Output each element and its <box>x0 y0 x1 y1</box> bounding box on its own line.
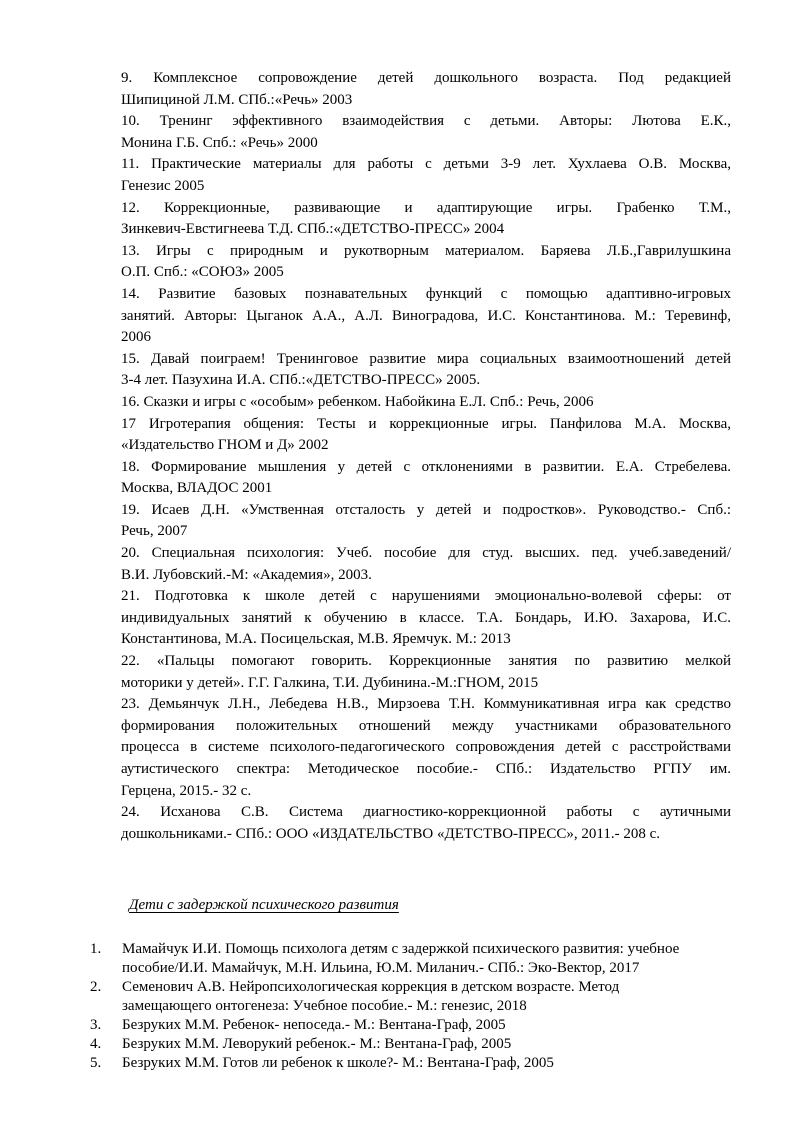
list-item-text <box>122 1035 740 1054</box>
reference-line: Монина Г.Б. Спб.: «Речь» 2000 <box>121 134 318 151</box>
reference-line: 24. Исханова С.В. Система диагностико-коррекционной работы с аутичными <box>121 804 731 821</box>
list-item-line: Безруких М.М. Леворукий ребенок.- М.: Вентана-Граф, 2005 <box>122 1036 512 1052</box>
list-item-number: 1. <box>90 941 102 957</box>
reference-line: 10. Тренинг эффективного взаимодействия с детьми. Авторы: Лютова Е.К., <box>121 113 731 130</box>
reference-item <box>121 284 731 349</box>
reference-item <box>121 500 731 543</box>
list-item <box>90 978 740 1016</box>
reference-line: занятий. Авторы: Цыганок А.А., А.Л. Виноградова, И.С. Константинова. М.: Теревинф, <box>121 307 731 324</box>
list-item-line: Безруких М.М. Ребенок- непоседа.- М.: Вентана-Граф, 2005 <box>122 1017 506 1033</box>
list-item-text <box>122 978 740 1016</box>
list-item-number: 4. <box>90 1036 102 1052</box>
reference-line: В.И. Лубовский.-М: «Академия», 2003. <box>121 566 372 583</box>
list-item-line: Семенович А.В. Нейропсихологическая коррекция в детском возрасте. Метод <box>122 979 620 995</box>
reference-line: 12. Коррекционные, развивающие и адаптирующие игры. Грабенко Т.М., <box>121 199 731 216</box>
reference-line: дошкольниками.- СПб.: ООО «ИЗДАТЕЛЬСТВО «ДЕТСТВО-ПРЕСС», 2011.- 208 с. <box>121 825 660 842</box>
list-item-number: 2. <box>90 979 102 995</box>
reference-line: Речь, 2007 <box>121 523 188 540</box>
list-item-number: 3. <box>90 1017 102 1033</box>
reference-line: «Издательство ГНОМ и Д» 2002 <box>121 437 329 454</box>
section-heading: Дети с задержкой психического развития <box>129 897 399 913</box>
reference-line: 18. Формирование мышления у детей с отклонениями в развитии. Е.А. Стребелева. <box>121 458 731 475</box>
reference-line: 16. Сказки и игры с «особым» ребенком. Набойкина Е.Л. Спб.: Речь, 2006 <box>121 393 594 410</box>
reference-line: процесса в системе психолого-педагогического сопровождения детей с расстройствами <box>121 739 731 756</box>
list-item <box>90 1016 740 1035</box>
zpr-reference-list <box>90 940 740 1073</box>
reference-line: 20. Специальная психология: Учеб. пособие для студ. высших. пед. учеб.заведений/ <box>121 545 731 562</box>
reference-line: 15. Давай поиграем! Тренинговое развитие мира социальных взаимоотношений детей <box>121 350 731 367</box>
reference-line: О.П. Спб.: «СОЮЗ» 2005 <box>121 264 284 281</box>
reference-item <box>121 543 731 586</box>
reference-item <box>121 651 731 694</box>
reference-line: 22. «Пальцы помогают говорить. Коррекционные занятия по развитию мелкой <box>121 653 731 670</box>
reference-item <box>121 154 731 197</box>
reference-line: Константинова, М.А. Посицельская, М.В. Яремчук. М.: 2013 <box>121 631 511 648</box>
list-item-text <box>122 1016 740 1035</box>
list-item <box>90 1054 740 1073</box>
list-item <box>90 1035 740 1054</box>
reference-line: Генезис 2005 <box>121 177 205 194</box>
reference-line: 17 Игротерапия общения: Тесты и коррекционные игры. Панфилова М.А. Москва, <box>121 415 731 432</box>
reference-line: 19. Исаев Д.Н. «Умственная отсталость у детей и подростков». Руководство.- Спб.: <box>121 501 731 518</box>
reference-item <box>121 392 731 414</box>
list-item-line: замещающего онтогенеза: Учебное пособие.- М.: генезис, 2018 <box>122 998 527 1014</box>
list-item-line: пособие/И.И. Мамайчук, М.Н. Ильина, Ю.М. Миланич.- СПб.: Эко-Вектор, 2017 <box>122 960 640 976</box>
reference-line: Зинкевич-Евстигнеева Т.Д. СПб.:«ДЕТСТВО-ПРЕСС» 2004 <box>121 221 505 238</box>
reference-line: Москва, ВЛАДОС 2001 <box>121 480 273 497</box>
reference-item <box>121 241 731 284</box>
reference-line: 13. Игры с природным и рукотворным материалом. Баряева Л.Б.,Гаврилушкина <box>121 242 731 259</box>
reference-line: моторики у детей». Г.Г. Галкина, Т.И. Дубинина.-М.:ГНОМ, 2015 <box>121 674 539 691</box>
reference-item <box>121 457 731 500</box>
reference-line: 23. Демьянчук Л.Н., Лебедева Н.В., Мирзоева Т.Н. Коммуникативная игра как средство <box>121 696 731 713</box>
reference-item <box>121 349 731 392</box>
reference-item <box>121 802 731 845</box>
reference-item <box>121 68 731 111</box>
list-item-line: Безруких М.М. Готов ли ребенок к школе?- М.: Вентана-Граф, 2005 <box>122 1055 554 1071</box>
reference-item <box>121 198 731 241</box>
reference-line: формирования положительных отношений между участниками образовательного <box>121 717 731 734</box>
reference-line: 2006 <box>121 329 151 346</box>
reference-line: 9. Комплексное сопровождение детей дошкольного возраста. Под редакцией <box>121 70 731 86</box>
reference-list <box>121 68 731 845</box>
reference-line: 21. Подготовка к школе детей с нарушениями эмоционально-волевой сферы: от <box>121 588 731 605</box>
reference-line: 11. Практические материалы для работы с детьми 3-9 лет. Хухлаева О.В. Москва, <box>121 156 731 173</box>
list-item <box>90 940 740 978</box>
reference-line: Герцена, 2015.- 32 с. <box>121 782 252 799</box>
reference-item <box>121 414 731 457</box>
list-item-text <box>122 940 740 978</box>
reference-line: 3-4 лет. Пазухина И.А. СПб.:«ДЕТСТВО-ПРЕСС» 2005. <box>121 372 481 389</box>
list-item-text <box>122 1054 740 1073</box>
reference-item <box>121 586 731 651</box>
reference-line: аутистического спектра: Методическое пособие.- СПб.: Издательство РГПУ им. <box>121 761 731 777</box>
reference-line: 14. Развитие базовых познавательных функций с помощью адаптивно-игровых <box>121 285 731 302</box>
reference-line: индивидуальных занятий к обучению в классе. Т.А. Бондарь, И.Ю. Захарова, И.С. <box>121 609 731 626</box>
reference-item <box>121 694 731 802</box>
list-item-number: 5. <box>90 1055 102 1071</box>
list-item-line: Мамайчук И.И. Помощь психолога детям с задержкой психического развития: учебное <box>122 941 680 957</box>
reference-item <box>121 111 731 154</box>
reference-line: Шипициной Л.М. СПб.:«Речь» 2003 <box>121 91 353 108</box>
